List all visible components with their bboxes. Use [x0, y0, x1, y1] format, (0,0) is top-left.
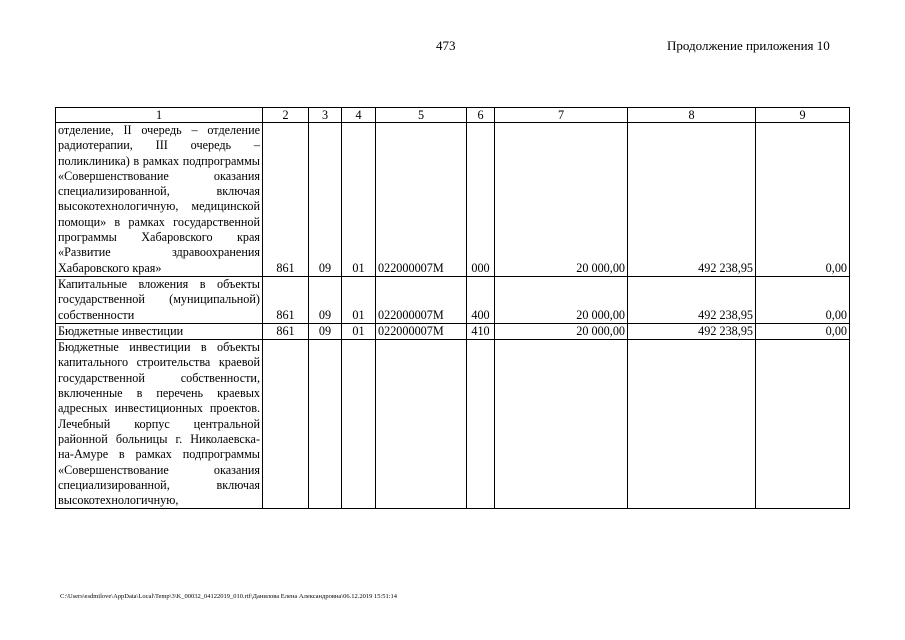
cell-col4: 01 — [342, 123, 376, 277]
cell-col3: 09 — [309, 123, 342, 277]
column-header: 5 — [376, 108, 467, 123]
cell-col7: 20 000,00 — [495, 123, 628, 277]
column-header: 1 — [56, 108, 263, 123]
column-header: 6 — [467, 108, 495, 123]
row-description: отделение, II очередь – отделение радиотерапии, III очередь – поликлиника) в рамках подпрограммы «Совершенствование оказания специализированной, включая высокотехнологичную, медицинской помощи» в рамках государственной программы Хабаровского края «Развитие здравоохранения Хабаровского края» — [56, 123, 263, 277]
cell-col7: 20 000,00 — [495, 323, 628, 339]
page-number: 473 — [436, 38, 456, 53]
cell-col2: 861 — [263, 123, 309, 277]
cell-col9: 0,00 — [756, 276, 850, 323]
column-header: 2 — [263, 108, 309, 123]
column-header: 7 — [495, 108, 628, 123]
cell-col6: 000 — [467, 123, 495, 277]
cell-col8: 492 238,95 — [628, 276, 756, 323]
cell-col9: 0,00 — [756, 323, 850, 339]
cell-col3: 09 — [309, 276, 342, 323]
row-description: Бюджетные инвестиции в объекты капитального строительства краевой государственной собственности, включенные в перечень краевых адресных инвестиционных проектов. Лечебный корпус центральной районной больницы г. Николаевска-на-Амуре в рамках подпрограммы «Совершенствование оказания специализированной, включая высокотехнологичную, — [56, 340, 263, 509]
cell-col3 — [309, 340, 342, 509]
cell-col8 — [628, 340, 756, 509]
column-header: 9 — [756, 108, 850, 123]
table-row — [56, 323, 850, 339]
cell-col5: 022000007М — [376, 323, 467, 339]
cell-col8: 492 238,95 — [628, 123, 756, 277]
column-header: 4 — [342, 108, 376, 123]
row-description: Капитальные вложения в объекты государственной (муниципальной) собственности — [56, 276, 263, 323]
cell-col5: 022000007М — [376, 123, 467, 277]
cell-col6: 400 — [467, 276, 495, 323]
table-row — [56, 123, 850, 277]
row-description: Бюджетные инвестиции — [56, 323, 263, 339]
cell-col4 — [342, 340, 376, 509]
cell-col7 — [495, 340, 628, 509]
cell-col6: 410 — [467, 323, 495, 339]
cell-col2: 861 — [263, 323, 309, 339]
cell-col9 — [756, 340, 850, 509]
cell-col4: 01 — [342, 323, 376, 339]
cell-col9: 0,00 — [756, 123, 850, 277]
cell-col3: 09 — [309, 323, 342, 339]
cell-col6 — [467, 340, 495, 509]
file-path-footer: C:\Users\esdmilove\AppData\Local\Temp\3\K_00032_04122019_010.rtf\Данилова Елена Александровна\06.12.2019 15:51:14 — [60, 593, 398, 600]
cell-col2: 861 — [263, 276, 309, 323]
column-header: 3 — [309, 108, 342, 123]
table-row — [56, 276, 850, 323]
table-header-row — [56, 108, 850, 123]
column-header: 8 — [628, 108, 756, 123]
budget-table — [55, 107, 850, 509]
cell-col4: 01 — [342, 276, 376, 323]
cell-col5 — [376, 340, 467, 509]
cell-col7: 20 000,00 — [495, 276, 628, 323]
continuation-title: Продолжение приложения 10 — [667, 38, 830, 53]
cell-col8: 492 238,95 — [628, 323, 756, 339]
cell-col5: 022000007М — [376, 276, 467, 323]
table-row — [56, 340, 850, 509]
cell-col2 — [263, 340, 309, 509]
